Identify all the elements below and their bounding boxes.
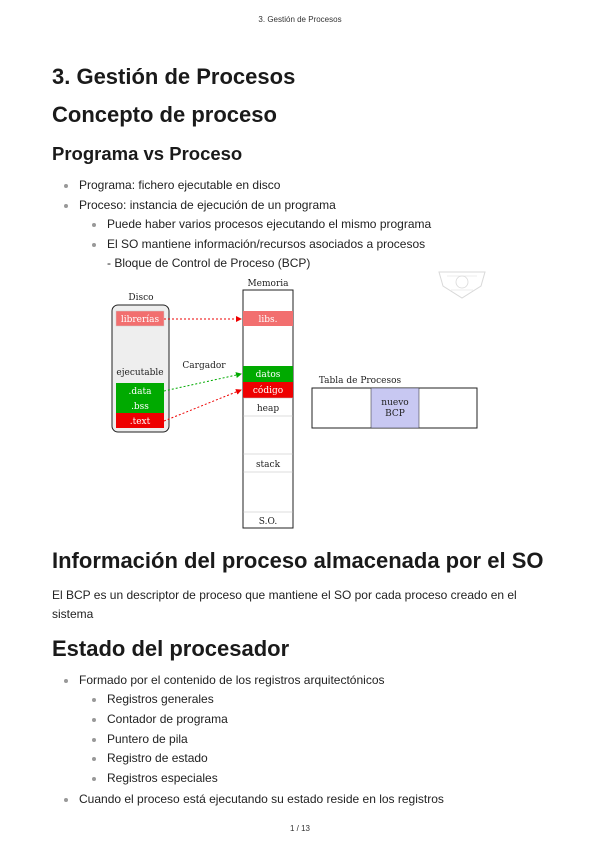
text-label: .text [129,417,151,427]
codigo-label: código [252,386,284,396]
running-header: 3. Gestión de Procesos [258,15,342,24]
section-heading-informacion: Información del proceso almacenada por el SO [52,548,544,573]
heap-label: heap [256,404,280,414]
section-heading-estado: Estado del procesador [52,636,290,661]
nuevo-bcp-cell [371,388,419,428]
ejecutable-label: ejecutable [116,368,164,378]
bss-label: .bss [131,402,149,412]
bcp-label: BCP [385,409,405,419]
libs-label: libs. [258,315,278,325]
university-seal-icon [439,272,485,298]
data-label: .data [128,387,152,397]
cargador-label: Cargador [182,361,226,371]
so-label: S.O. [258,517,278,527]
tabla-label: Tabla de Procesos [318,376,402,386]
section-heading-concepto: Concepto de proceso [52,102,277,127]
arrow-data-to-datos [164,374,241,391]
subsection-heading-programa-vs-proceso: Programa vs Proceso [52,143,243,164]
stack-label: stack [255,460,281,470]
page-title: 3. Gestión de Procesos [52,64,296,89]
librerias-label: librerías [120,315,160,325]
disco-label: Disco [128,293,154,303]
arrow-text-to-codigo [164,390,241,421]
info-paragraph: El BCP es un descriptor de proceso que mantiene el SO por cada proceso creado en el sistema [52,588,517,621]
memoria-label: Memoria [247,279,289,289]
datos-label: datos [255,370,281,380]
nuevo-label: nuevo [381,398,409,408]
page-number: 1 / 13 [289,824,310,833]
